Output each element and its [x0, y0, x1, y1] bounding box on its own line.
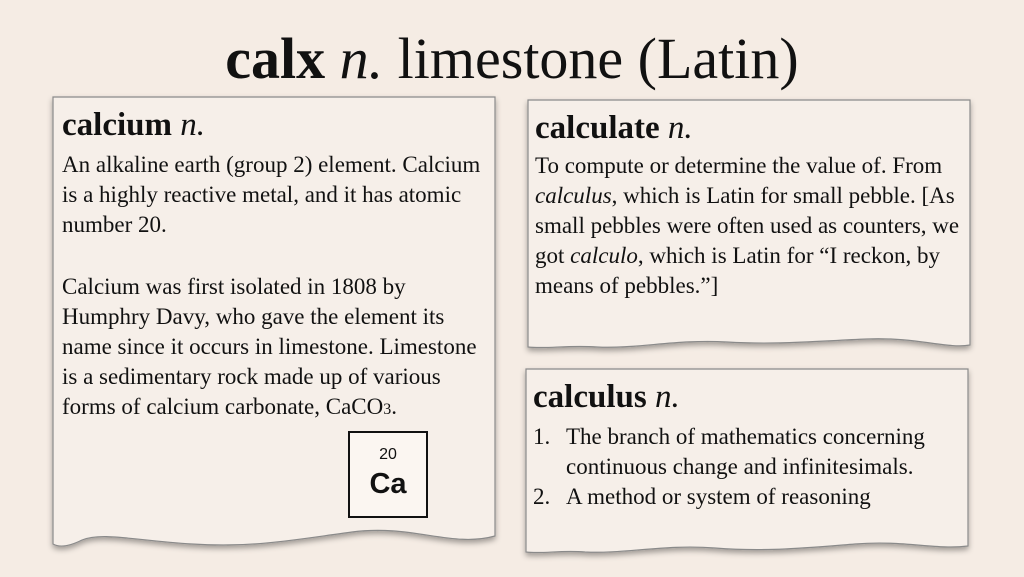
calcium-heading — [62, 105, 486, 145]
calcium-paragraph-1: An alkaline earth (group 2) element. Calcium is a highly reactive metal, and it has atomic number 20. — [62, 152, 481, 237]
page-title — [0, 24, 1024, 94]
calcium-word: calcium — [62, 107, 172, 143]
calculate-italic-calculo: calculo — [570, 243, 638, 268]
calcium-paragraph-2-end: . — [391, 394, 397, 419]
calculate-card — [527, 99, 971, 355]
element-symbol: Ca — [369, 468, 407, 500]
list-item — [533, 422, 959, 482]
calcium-paragraph-2 — [62, 272, 486, 425]
calcium-card — [52, 96, 496, 556]
list-item-text: The branch of mathematics concerning continuous change and infinitesimals. — [566, 424, 925, 479]
list-item — [533, 482, 959, 512]
calculate-text-b: , which is Latin for small pebble. [As small pebbles were often used as counters, we got — [535, 183, 960, 268]
calculate-heading — [535, 108, 961, 148]
calculus-card — [525, 368, 969, 558]
calculate-text-c: , which is Latin for “I reckon, by means of pebbles.”] — [535, 243, 940, 298]
calcium-formula-subscript: 3 — [383, 401, 392, 418]
calcium-paragraph-2-text: Calcium was first isolated in 1808 by Humphry Davy, who gave the element its name since it occurs in limestone. Limestone is a sedimentary rock made up of various forms of calcium carbonate, CaCO — [62, 274, 477, 419]
calculate-definition — [535, 151, 961, 301]
list-item-number: 2. — [533, 484, 551, 509]
calculate-text-a: To compute or determine the value of. From — [535, 153, 943, 178]
calculate-pos: n. — [667, 110, 693, 146]
title-word: calx — [225, 26, 326, 91]
list-item-number: 1. — [533, 424, 551, 449]
title-definition: limestone (Latin) — [397, 26, 799, 91]
calcium-pos: n. — [180, 107, 205, 143]
element-tile-calcium — [348, 431, 428, 518]
calculus-word: calculus — [533, 379, 647, 415]
element-atomic-number: 20 — [379, 446, 397, 463]
calculate-italic-calculus: calculus — [535, 183, 612, 208]
list-item-text: A method or system of reasoning — [566, 484, 871, 509]
calculus-pos: n. — [654, 379, 680, 415]
calculate-word: calculate — [535, 110, 660, 146]
calculus-heading — [533, 377, 959, 417]
calculus-definition-list — [533, 422, 959, 512]
title-pos: n. — [339, 26, 384, 91]
